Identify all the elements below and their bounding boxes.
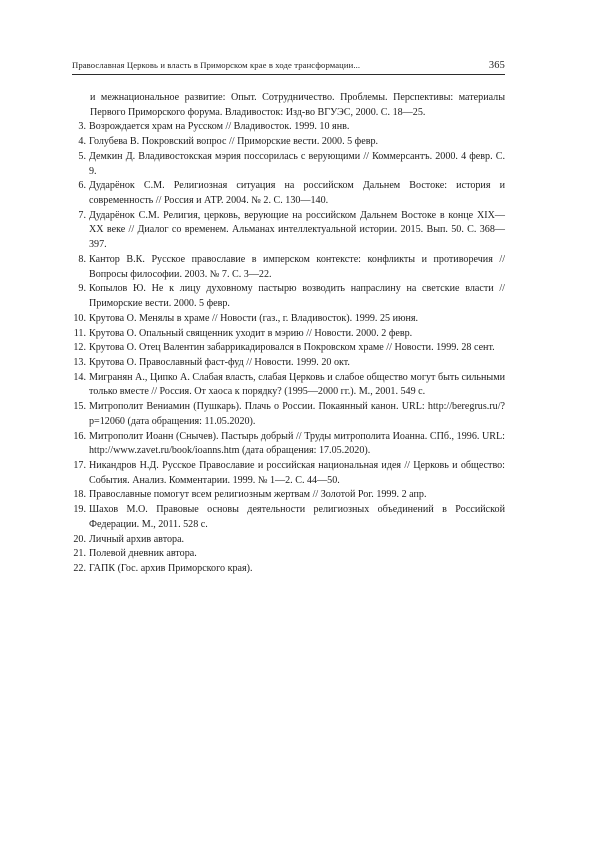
reference-number: 16. <box>73 430 86 442</box>
reference-item <box>72 533 505 548</box>
reference-number: 6. <box>78 180 86 192</box>
reference-number: 22. <box>73 563 86 574</box>
reference-item <box>72 312 505 327</box>
reference-number: 13. <box>73 356 86 368</box>
reference-text: Крутова О. Опальный священник уходит в мэрию // Новости. 2000. 2 февр. <box>89 327 413 339</box>
reference-text: Крутова О. Менялы в храме // Новости (газ., г. Владивосток). 1999. 25 июня. <box>89 312 419 324</box>
reference-text: Никандров Н.Д. Русское Православие и российская национальная идея // Церковь и общество: События. Анализ. Комментарии. 1999. № 1—2. С. 44—50. <box>89 459 505 486</box>
reference-number: 7. <box>78 209 86 221</box>
reference-text: Митрополит Вениамин (Пушкарь). Плачь о России. Покаянный канон. URL: http://beregrus.ru/?p=12060 (дата обращения: 11.05.2020). <box>89 401 505 427</box>
reference-number: 15. <box>73 401 86 413</box>
reference-list <box>72 91 505 577</box>
reference-text: Митрополит Иоанн (Снычев). Пастырь добрый // Труды митрополита Иоанна. СПб., 1996. URL: http://www.zavet.ru/book/ioanns.htm (дата обращения: 17.05.2020). <box>89 430 505 457</box>
reference-number: 12. <box>73 342 86 354</box>
reference-number: 3. <box>78 121 86 133</box>
reference-number: 9. <box>78 283 86 295</box>
reference-text: Демкин Д. Владивостокская мэрия поссорилась с верующими // Коммерсантъ. 2000. 4 февр. С. 9. <box>89 150 505 177</box>
reference-continuation-text: и межнациональное развитие: Опыт. Сотрудничество. Проблемы. Перспективы: материалы Первого Приморского форума. Владивосток: Изд-во ВГУЭС, 2000. С. 18—25. <box>90 92 505 118</box>
reference-item <box>72 209 505 253</box>
reference-item <box>72 371 505 400</box>
reference-text: Дударёнок С.М. Религиозная ситуация на российском Дальнем Востоке: история и современность // Россия и АТР. 2004. № 2. С. 130—140. <box>89 180 505 207</box>
reference-text: Крутова О. Православный фаст-фуд // Новости. 1999. 20 окт. <box>89 356 350 368</box>
reference-item <box>72 179 505 208</box>
reference-text: Полевой дневник автора. <box>89 548 197 560</box>
reference-number: 18. <box>73 489 86 501</box>
reference-text: ГАПК (Гос. архив Приморского края). <box>89 563 253 574</box>
reference-text: Мигранян А., Ципко А. Слабая власть, слабая Церковь и слабое общество могут быть сильными только вместе // Россия. От хаоса к порядку? (1995—2000 гг.). М., 2001. 549 с. <box>89 371 505 398</box>
reference-text: Крутова О. Отец Валентин забаррикадировался в Покровском храме // Новости. 1999. 28 сент. <box>89 342 495 354</box>
reference-item <box>72 150 505 179</box>
reference-number: 19. <box>73 504 86 516</box>
reference-item <box>72 282 505 311</box>
reference-number: 21. <box>73 548 86 560</box>
reference-items-container <box>72 120 505 576</box>
reference-item <box>72 327 505 342</box>
reference-item <box>72 400 505 429</box>
reference-text: Возрождается храм на Русском // Владивосток. 1999. 10 янв. <box>89 121 350 133</box>
reference-text: Православные помогут всем религиозным жертвам // Золотой Рог. 1999. 2 апр. <box>89 489 427 501</box>
reference-item <box>72 459 505 488</box>
reference-item <box>72 430 505 459</box>
reference-text: Копылов Ю. Не к лицу духовному пастырю возводить напраслину на светские власти // Приморские вести. 2000. 5 февр. <box>89 283 505 310</box>
reference-item <box>72 503 505 532</box>
reference-number: 17. <box>73 459 86 471</box>
reference-number: 20. <box>73 533 86 545</box>
reference-text: Шахов М.О. Правовые основы деятельности религиозных объединений в Российской Федерации. М., 2011. 528 с. <box>89 504 505 530</box>
reference-item <box>72 488 505 503</box>
running-head <box>72 60 505 75</box>
reference-item <box>72 135 505 150</box>
reference-number: 14. <box>73 371 86 383</box>
page-number: 365 <box>488 60 505 71</box>
reference-number: 11. <box>73 327 86 339</box>
reference-text: Голубева В. Покровский вопрос // Приморские вести. 2000. 5 февр. <box>89 136 379 148</box>
reference-number: 5. <box>78 150 86 162</box>
reference-item <box>72 356 505 371</box>
reference-number: 4. <box>78 136 86 148</box>
reference-item <box>72 341 505 356</box>
running-head-title: Православная Церковь и власть в Приморском крае в ходе трансформации... <box>72 60 361 70</box>
reference-number: 10. <box>73 312 86 324</box>
reference-item <box>72 253 505 282</box>
reference-item <box>72 120 505 135</box>
reference-text: Дударёнок С.М. Религия, церковь, верующие на российском Дальнем Востоке в конце XIX—XX веке // Диалог со временем. Альманах интеллектуальной истории. 2015. Вып. 50. С. 368—397. <box>89 209 505 251</box>
reference-item <box>72 547 505 562</box>
reference-number: 8. <box>78 253 86 265</box>
reference-text: Личный архив автора. <box>89 533 185 545</box>
reference-item <box>72 562 505 577</box>
reference-text: Кантор В.К. Русское православие в имперском контексте: конфликты и противоречия // Вопросы философии. 2003. № 7. С. 3—22. <box>89 253 505 280</box>
